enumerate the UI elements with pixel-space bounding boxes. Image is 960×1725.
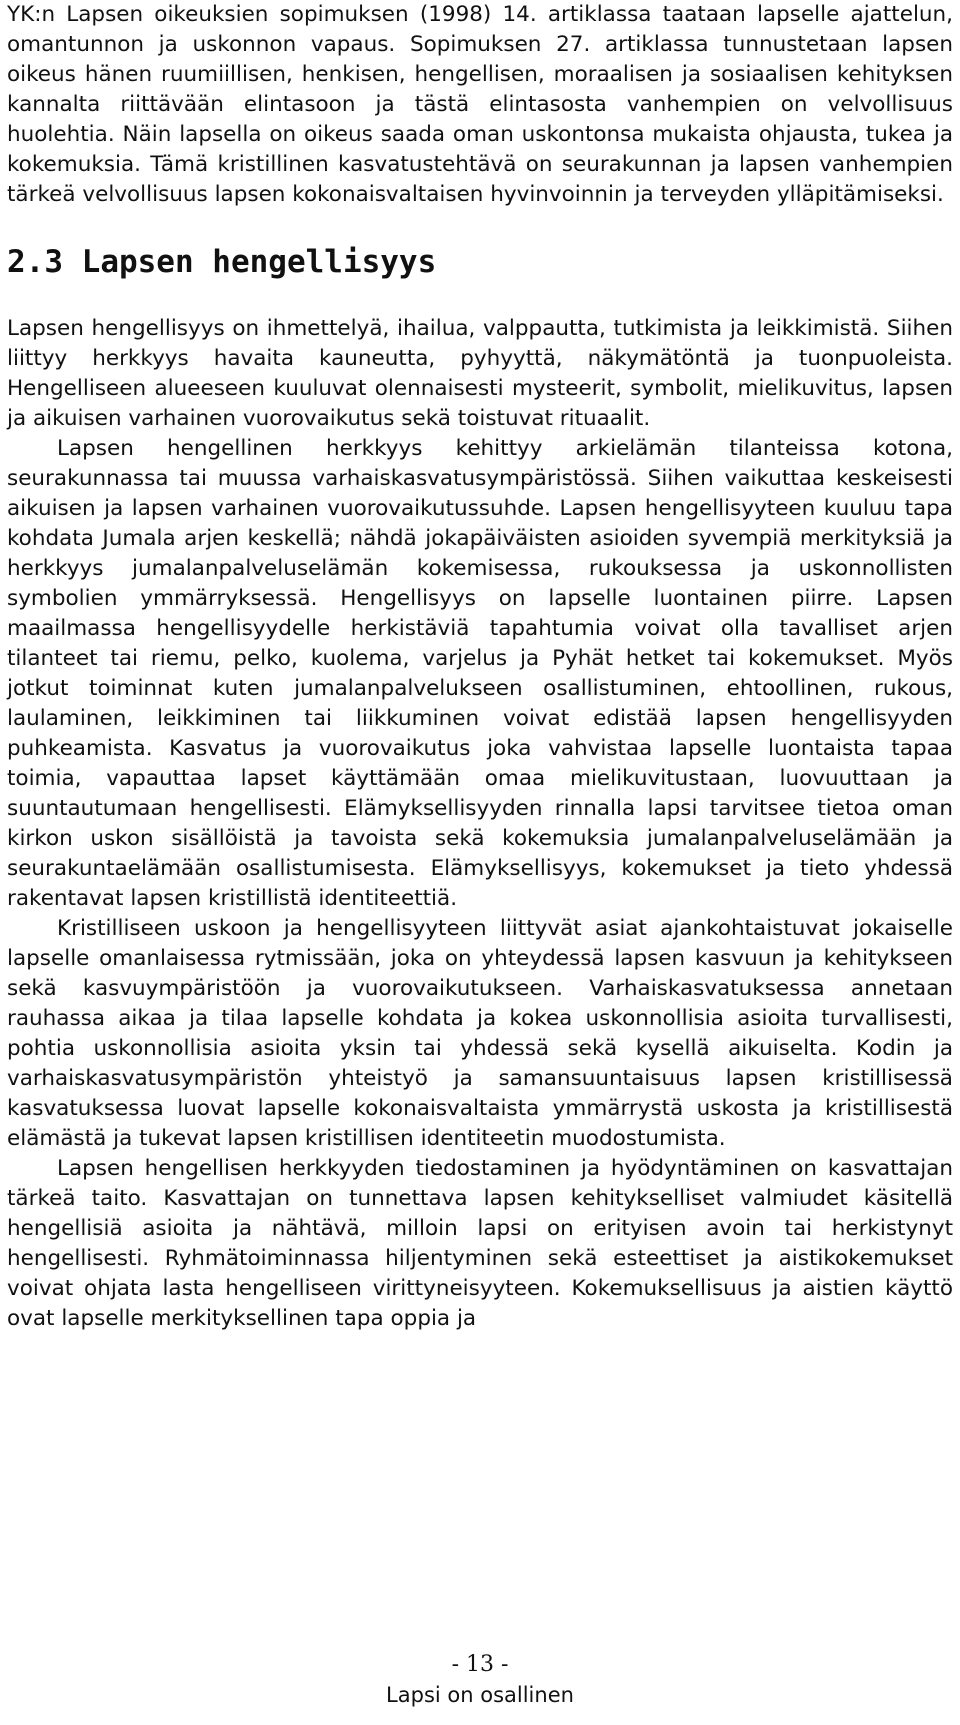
paragraph-1: Lapsen hengellisyys on ihmettelyä, ihailua, valppautta, tutkimista ja leikkimistä. Siihen liittyy herkkyys havaita kauneutta, pyhyyttä, näkymätöntä ja tuonpuoleista. Hengelliseen alueeseen kuuluvat olennaisesti mysteerit, symbolit, mielikuvitus, lapsen ja aikuisen varhainen vuorovaikutus sekä toistuvat rituaalit. <box>7 316 953 431</box>
paragraph-2: Lapsen hengellinen herkkyys kehittyy arkielämän tilanteissa kotona, seurakunnassa tai muussa varhaiskasvatusympäristössä. Siihen vaikuttaa keskeisesti aikuisen ja lapsen varhainen vuorovaikutussuhde. Lapsen hengellisyyteen kuuluu tapa kohdata Jumala arjen keskellä; nähdä jokapäiväisten asioiden syvempiä merkityksiä ja herkkyys jumalanpalveluselämän kokemisessa, rukouksessa ja uskonnollisten symbolien ymmärryksessä. Hengellisyys on lapselle luontainen piirre. Lapsen maailmassa hengellisyydelle herkistäviä tapahtumia voivat olla tavalliset arjen tilanteet tai riemu, pelko, kuolema, varjelus ja Pyhät hetket tai kokemukset. Myös jotkut toiminnat kuten jumalanpalvelukseen osallistuminen, ehtoollinen, rukous, laulaminen, leikkiminen tai liikkuminen voivat edistää lapsen hengellisyyden puhkeamista. Kasvatus ja vuorovaikutus joka vahvistaa lapselle luontaista tapaa toimia, vapauttaa lapset käyttämään omaa mielikuvitustaan, luovuuttaan ja suuntautumaan hengellisesti. Elämyksellisyyden rinnalla lapsi tarvitsee tietoa oman kirkon uskon sisällöistä ja tavoista sekä kokemuksia jumalanpalveluselämään ja seurakuntaelämään osallistumisesta. Elämyksellisyys, kokemukset ja tieto yhdessä rakentavat lapsen kristillistä identiteettiä. <box>7 436 953 911</box>
page-content <box>7 0 953 1334</box>
paragraph-4: Lapsen hengellisen herkkyyden tiedostaminen ja hyödyntäminen on kasvattajan tärkeä taito. Kasvattajan on tunnettava lapsen kehitykselliset valmiudet käsitellä hengellisiä asioita ja nähtävä, milloin lapsi on erityisen avoin tai herkistynyt hengellisesti. Ryhmätoiminnassa hiljentyminen sekä esteettiset ja aistikokemukset voivat ohjata lasta hengelliseen virittyneisyyteen. Kokemuksellisuus ja aistien käyttö ovat lapselle merkityksellinen tapa oppia ja <box>7 1156 953 1331</box>
paragraph-3: Kristilliseen uskoon ja hengellisyyteen liittyvät asiat ajankohtaistuvat jokaiselle lapselle omanlaisessa rytmissään, joka on yhteydessä lapsen kasvuun ja kehitykseen sekä kasvuympäristöön ja vuorovaikutukseen. Varhaiskasvatuksessa annetaan rauhassa aikaa ja tilaa lapselle kohdata ja kokea uskonnollisia asioita turvallisesti, pohtia uskonnollisia asioita yksin tai yhdessä sekä kysellä aikuiselta. Kodin ja varhaiskasvatusympäristön yhteistyö ja samansuuntaisuus lapsen kristillisessä kasvatuksessa luovat lapselle kokonaisvaltaista ymmärrystä uskosta ja kristillisestä elämästä ja tukevat lapsen kristillisen identiteetin muodostumista. <box>7 916 953 1151</box>
page-number: - 13 - <box>451 1652 509 1677</box>
section-heading: 2.3 Lapsen hengellisyys <box>7 244 437 280</box>
intro-paragraph: YK:n Lapsen oikeuksien sopimuksen (1998) 14. artiklassa taataan lapselle ajattelun, omantunnon ja uskonnon vapaus. Sopimuksen 27. artiklassa tunnustetaan lapsen oikeus hänen ruumiillisen, henkisen, hengellisen, moraalisen ja sosiaalisen kehityksen kannalta riittävään elintasoon ja tästä elintasosta vanhempien on velvollisuus huolehtia. Näin lapsella on oikeus saada oman uskontonsa mukaista ohjausta, tukea ja kokemuksia. Tämä kristillinen kasvatustehtävä on seurakunnan ja lapsen vanhempien tärkeä velvollisuus lapsen kokonaisvaltaisen hyvinvoinnin ja terveyden ylläpitämiseksi. <box>7 2 953 207</box>
running-footer: Lapsi on osallinen <box>386 1683 574 1707</box>
